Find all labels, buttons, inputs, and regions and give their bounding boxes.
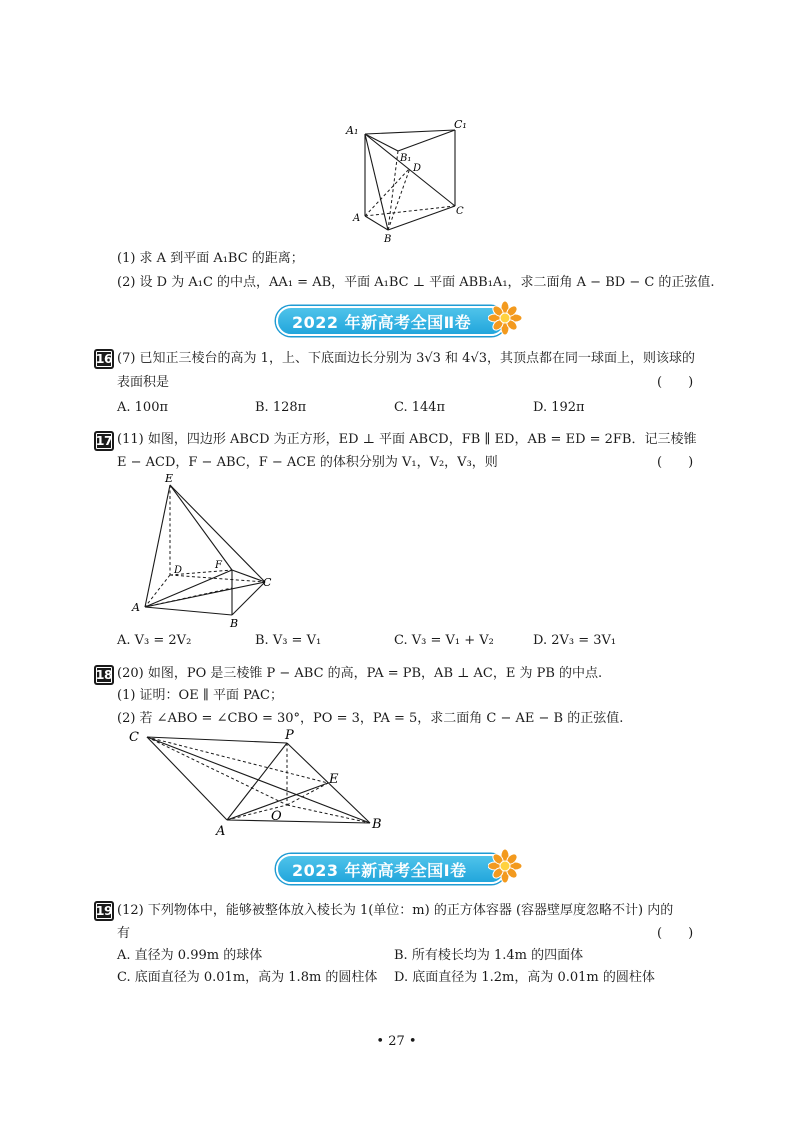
hidden-edge — [145, 588, 232, 607]
option-d: D. 192π — [533, 400, 585, 415]
label-A: A — [216, 824, 226, 839]
label-O: O — [271, 809, 282, 824]
edge — [365, 134, 398, 151]
option-c: C. V₃ = V₁ + V₂ — [394, 633, 494, 648]
hidden-edge — [365, 168, 410, 216]
label-C: C — [456, 206, 464, 217]
pyramid-figure-q18 — [125, 725, 395, 840]
edge — [147, 737, 227, 820]
pyramid-figure-q17 — [125, 470, 285, 630]
prism-figure — [340, 118, 480, 246]
label-E: E — [165, 472, 174, 485]
option-b: B. V₃ = V₁ — [255, 633, 322, 648]
label-B: B — [384, 234, 392, 245]
edge — [227, 820, 370, 823]
option-c: C. 底面直径为 0.01m，高为 1.8m 的圆柱体 — [117, 970, 378, 985]
label-C: C — [263, 576, 272, 589]
label-A: A — [353, 213, 361, 224]
option-a: A. V₃ = 2V₂ — [117, 633, 192, 648]
q17-stem: (11) 如图，四边形 ABCD 为正方形，ED ⊥ 平面 ABCD，FB ∥ ED，AB = ED = 2FB．记三棱锥 — [117, 432, 697, 447]
question-number: 16 — [94, 349, 114, 369]
answer-blank: ( ) — [657, 455, 694, 470]
edge — [398, 130, 455, 151]
edge — [365, 130, 455, 134]
label-C1: C₁ — [454, 118, 467, 131]
question-number: 18 — [94, 665, 114, 685]
hidden-edge — [147, 737, 287, 805]
page-number: • 27 • — [376, 1034, 417, 1049]
option-c: C. 144π — [394, 400, 446, 415]
question-number: 17 — [94, 431, 114, 451]
hidden-edge — [287, 783, 328, 805]
hidden-edge — [287, 805, 370, 823]
q19-stem: (12) 下列物体中，能够被整体放入棱长为 1(单位：m) 的正方体容器 (容器壁厚度忽略不计) 内的 — [117, 903, 674, 918]
q18-stem: (20) 如图，PO 是三棱锥 P − ABC 的高，PA = PB，AB ⊥ AC，E 为 PB 的中点. — [117, 666, 603, 681]
edge — [145, 607, 232, 615]
edge — [365, 134, 388, 230]
question-number: 19 — [94, 901, 114, 921]
edge — [170, 485, 232, 570]
edge — [145, 485, 170, 607]
label-C: C — [129, 730, 139, 745]
q-top-part2: (2) 设 D 为 A₁C 的中点，AA₁ = AB，平面 A₁BC ⊥ 平面 ABB₁A₁，求二面角 A − BD − C 的正弦值. — [117, 275, 715, 290]
option-d: D. 2V₃ = 3V₁ — [533, 633, 617, 648]
section-banner-2023: 2023 年新高考全国Ⅰ卷 — [276, 854, 506, 884]
edge — [365, 134, 455, 206]
label-A1: A₁ — [346, 124, 359, 137]
q18-part1: (1) 证明：OE ∥ 平面 PAC； — [117, 688, 283, 703]
label-D: D — [413, 163, 422, 174]
section-banner-2022: 2022 年新高考全国Ⅱ卷 — [276, 306, 506, 336]
edge — [145, 570, 232, 607]
option-b: B. 所有棱长均为 1.4m 的四面体 — [394, 948, 584, 963]
flower-icon — [488, 301, 522, 335]
hidden-edge — [147, 737, 328, 783]
hidden-edge — [388, 168, 410, 230]
label-B: B — [230, 617, 239, 630]
q-top-part1: (1) 求 A 到平面 A₁BC 的距离； — [117, 251, 304, 266]
option-a: A. 直径为 0.99m 的球体 — [117, 948, 263, 963]
flower-icon — [488, 849, 522, 883]
label-A: A — [132, 601, 140, 614]
edge — [232, 582, 265, 615]
q16-stem: (7) 已知正三棱台的高为 1，上、下底面边长分别为 3√3 和 4√3，其顶点都在同一球面上，则该球的 — [117, 351, 695, 366]
edge — [365, 216, 388, 230]
label-E: E — [329, 772, 339, 787]
option-a: A. 100π — [117, 400, 169, 415]
label-F: F — [215, 560, 222, 571]
label-D: D — [174, 565, 183, 576]
label-P: P — [285, 728, 294, 743]
edge — [147, 737, 287, 743]
q19-stem-cont: 有 — [117, 926, 131, 941]
answer-blank: ( ) — [657, 926, 694, 941]
q18-part2: (2) 若 ∠ABO = ∠CBO = 30°，PO = 3，PA = 5，求二面角 C − AE − B 的正弦值. — [117, 711, 624, 726]
answer-blank: ( ) — [657, 375, 694, 390]
label-B1: B₁ — [400, 153, 412, 164]
q17-stem-cont: E − ACD，F − ABC，F − ACE 的体积分别为 V₁，V₂，V₃，则 — [117, 455, 498, 470]
q16-stem-cont: 表面积是 — [117, 375, 170, 390]
option-b: B. 128π — [255, 400, 307, 415]
option-d: D. 底面直径为 1.2m，高为 0.01m 的圆柱体 — [394, 970, 655, 985]
label-B: B — [372, 817, 382, 832]
